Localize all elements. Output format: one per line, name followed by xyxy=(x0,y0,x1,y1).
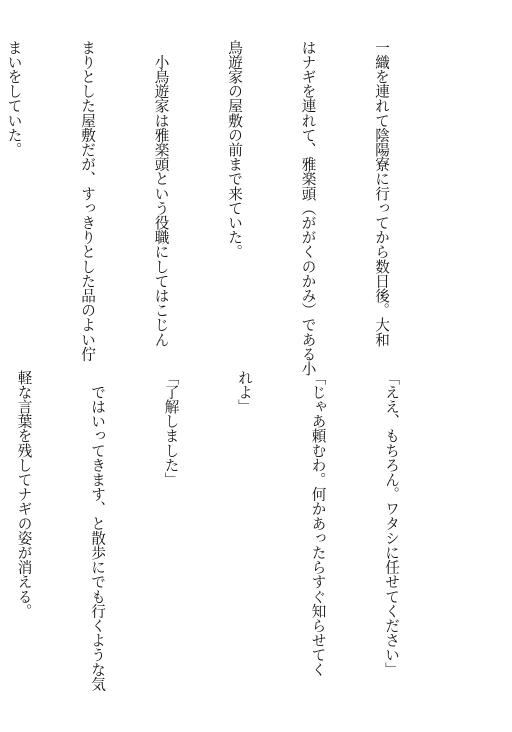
paragraph-line: 一織を連れて陰陽寮に行ってから数日後。大和 xyxy=(373,40,390,347)
paragraph-line: 軽な言葉を残してナギの姿が消える。 xyxy=(15,370,33,619)
paragraph-line: 小鳥遊家は雅楽頭という役職にしてはこじん xyxy=(152,40,170,347)
paragraph-line: まいをしていた。 xyxy=(5,40,23,157)
upper-text-block xyxy=(0,40,442,376)
paragraph-line: ではいってきます、と散歩にでも行くような気 xyxy=(89,370,106,692)
paragraph-line: 鳥遊家の屋敷の前まで来ていた。 xyxy=(226,40,243,259)
dialogue-line: 「じゃあ頼むわ。何かあったらすぐ知らせてく xyxy=(309,370,327,677)
lower-text-block xyxy=(0,370,452,692)
dialogue-line: れよ」 xyxy=(236,370,253,414)
paragraph-line: はナギを連れて、雅楽頭（ががくのかみ）である小 xyxy=(299,40,317,376)
dialogue-line: 「ええ、もちろん。ワタシに任せてください」 xyxy=(383,370,400,677)
dialogue-line: 「了解しました」 xyxy=(162,370,180,487)
paragraph-line: まりとした屋敷だが、すっきりとした品のよい佇 xyxy=(79,40,96,362)
